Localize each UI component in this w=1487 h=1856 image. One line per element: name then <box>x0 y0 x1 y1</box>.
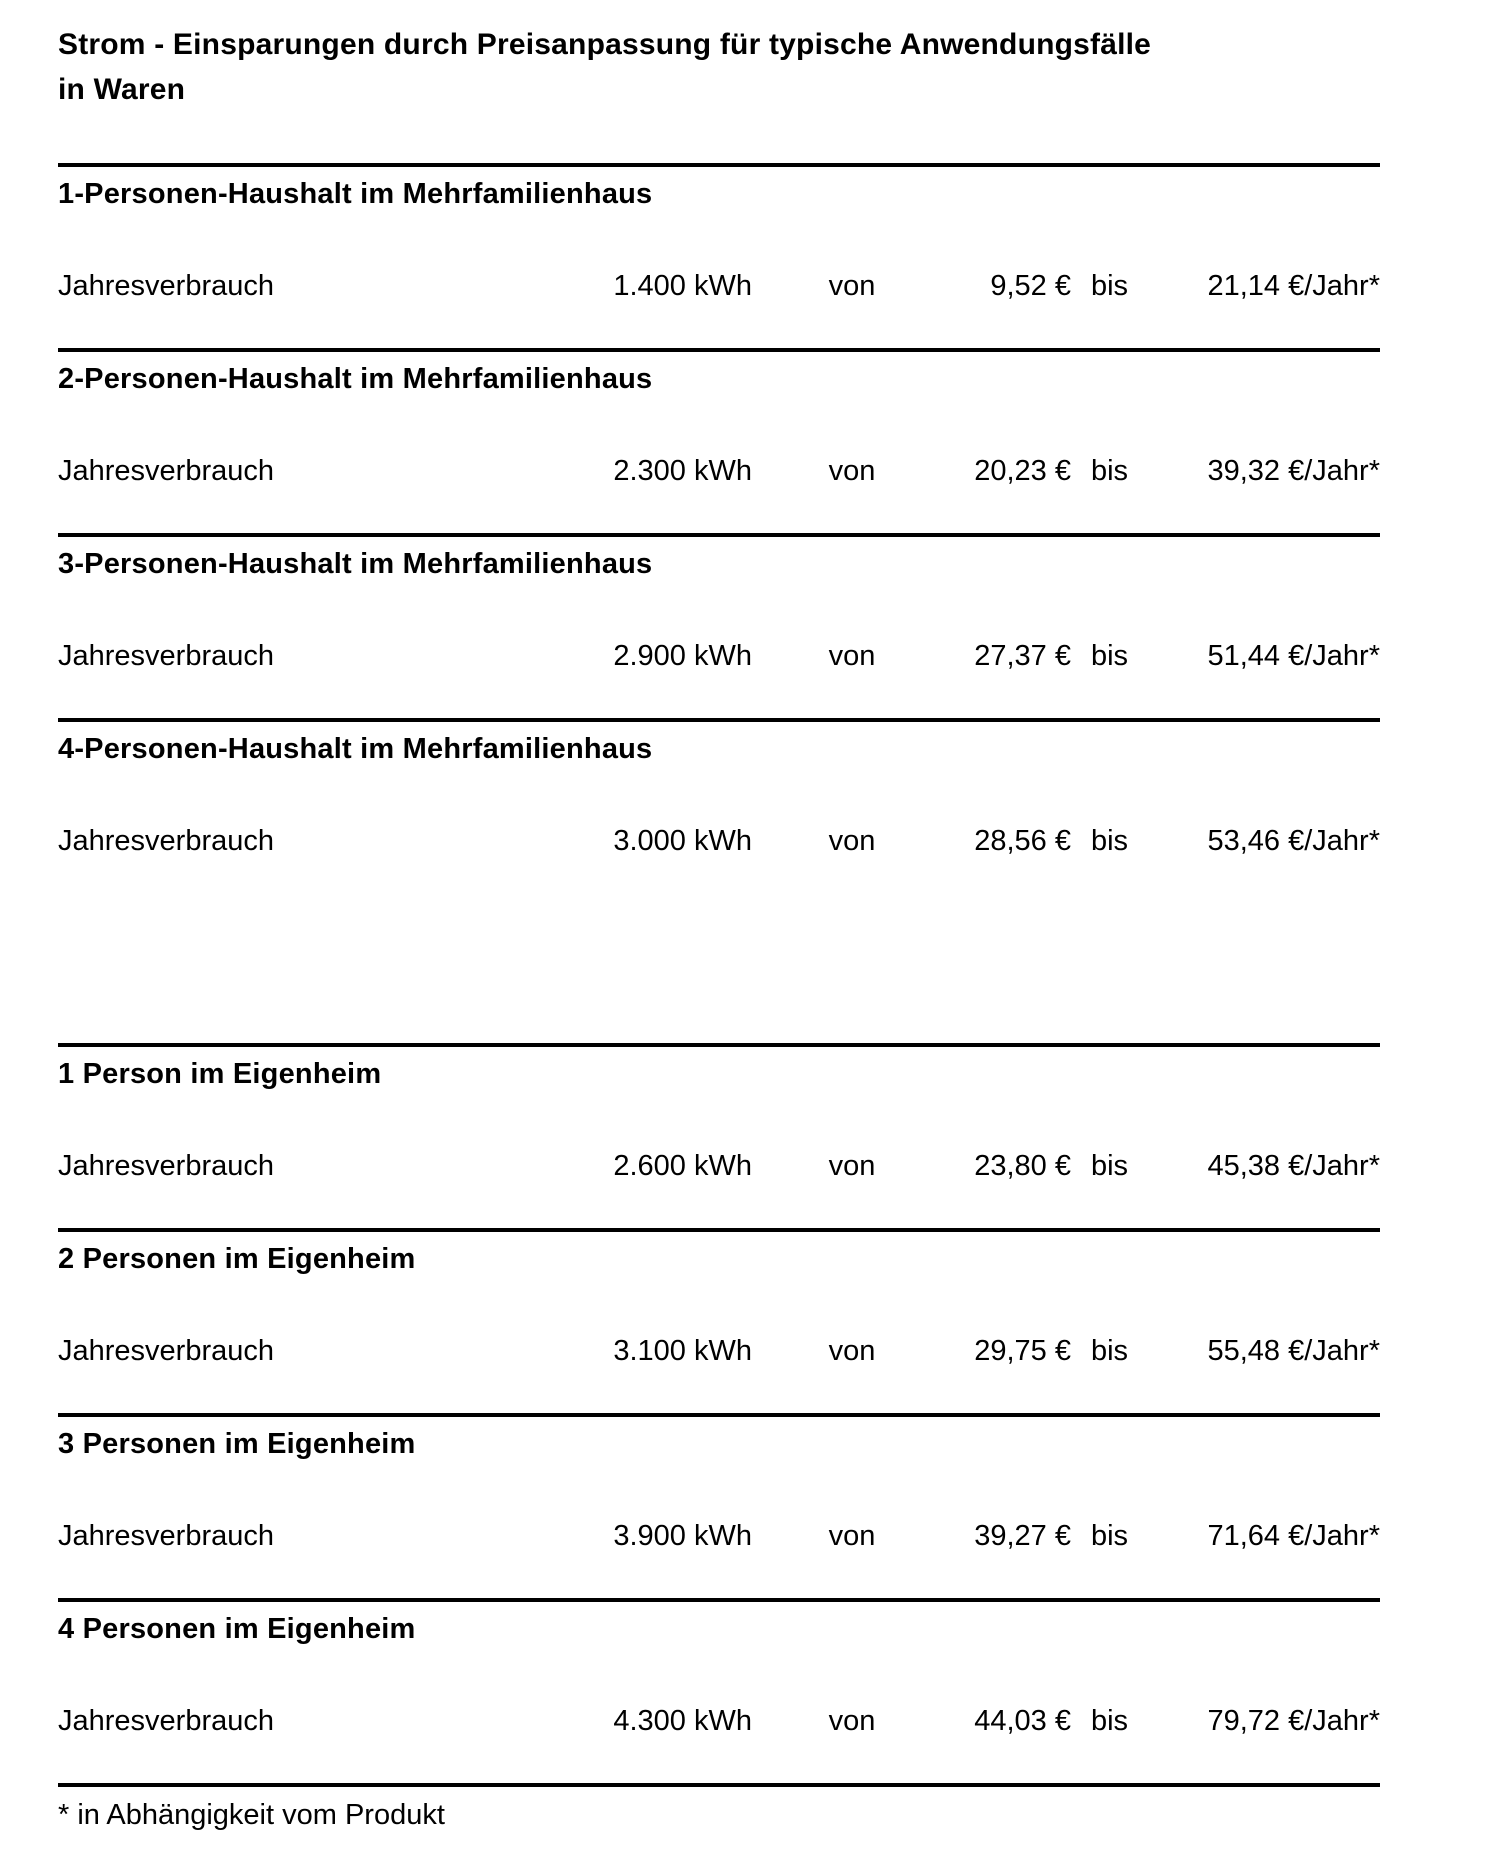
section-header: 2-Personen-Haushalt im Mehrfamilienhaus <box>58 363 653 395</box>
footnote-section <box>58 1783 1380 1833</box>
saving-from-value: 39,27 € <box>974 1520 1071 1552</box>
row-label: Jahresverbrauch <box>58 640 274 672</box>
from-label: von <box>828 825 876 857</box>
section-4-personen-eigenheim <box>58 1598 1380 1783</box>
section-1-person-eigenheim <box>58 1043 1380 1228</box>
from-label: von <box>828 455 876 487</box>
to-label: bis <box>1090 1335 1129 1367</box>
saving-from-value: 27,37 € <box>974 640 1071 672</box>
to-label: bis <box>1090 1705 1129 1737</box>
saving-from-value: 9,52 € <box>990 270 1071 302</box>
to-label: bis <box>1090 270 1129 302</box>
page-title-line-1: Strom - Einsparungen durch Preisanpassung für typische Anwendungsfälle <box>58 28 1152 61</box>
consumption-row <box>58 823 1380 859</box>
to-label: bis <box>1090 640 1129 672</box>
section-header: 4 Personen im Eigenheim <box>58 1613 416 1645</box>
section-header: 1 Person im Eigenheim <box>58 1058 382 1090</box>
section-4-personen-mehrfamilienhaus <box>58 718 1380 1043</box>
consumption-value: 2.900 kWh <box>613 640 752 672</box>
consumption-row <box>58 453 1380 489</box>
consumption-value: 3.100 kWh <box>613 1335 752 1367</box>
consumption-row <box>58 1148 1380 1184</box>
footnote-text: * in Abhängigkeit vom Produkt <box>58 1799 445 1831</box>
consumption-value: 2.300 kWh <box>613 455 752 487</box>
to-label: bis <box>1090 1150 1129 1182</box>
saving-to-value: 79,72 €/Jahr* <box>1207 1705 1380 1737</box>
saving-from-value: 44,03 € <box>974 1705 1071 1737</box>
to-label: bis <box>1090 1520 1129 1552</box>
to-label: bis <box>1090 455 1129 487</box>
from-label: von <box>828 270 876 302</box>
saving-from-value: 28,56 € <box>974 825 1071 857</box>
consumption-value: 2.600 kWh <box>613 1150 752 1182</box>
saving-to-value: 71,64 €/Jahr* <box>1207 1520 1380 1552</box>
row-label: Jahresverbrauch <box>58 270 274 302</box>
row-label: Jahresverbrauch <box>58 1150 274 1182</box>
saving-to-value: 39,32 €/Jahr* <box>1207 455 1380 487</box>
saving-to-value: 21,14 €/Jahr* <box>1207 270 1380 302</box>
section-header: 2 Personen im Eigenheim <box>58 1243 416 1275</box>
section-header: 3-Personen-Haushalt im Mehrfamilienhaus <box>58 548 653 580</box>
section-header: 4-Personen-Haushalt im Mehrfamilienhaus <box>58 733 653 765</box>
from-label: von <box>828 1705 876 1737</box>
saving-from-value: 23,80 € <box>974 1150 1071 1182</box>
row-label: Jahresverbrauch <box>58 825 274 857</box>
from-label: von <box>828 640 876 672</box>
saving-from-value: 29,75 € <box>974 1335 1071 1367</box>
consumption-value: 1.400 kWh <box>613 270 752 302</box>
consumption-row <box>58 1703 1380 1739</box>
section-3-personen-mehrfamilienhaus <box>58 533 1380 718</box>
page-title-line-2: in Waren <box>58 73 186 106</box>
section-header: 3 Personen im Eigenheim <box>58 1428 416 1460</box>
saving-to-value: 53,46 €/Jahr* <box>1207 825 1380 857</box>
row-label: Jahresverbrauch <box>58 1520 274 1552</box>
consumption-row <box>58 638 1380 674</box>
section-3-personen-eigenheim <box>58 1413 1380 1598</box>
page-title <box>58 22 1380 112</box>
row-label: Jahresverbrauch <box>58 1335 274 1367</box>
row-label: Jahresverbrauch <box>58 455 274 487</box>
section-header: 1-Personen-Haushalt im Mehrfamilienhaus <box>58 178 653 210</box>
saving-from-value: 20,23 € <box>974 455 1071 487</box>
from-label: von <box>828 1520 876 1552</box>
section-2-personen-mehrfamilienhaus <box>58 348 1380 533</box>
section-1-person-mehrfamilienhaus <box>58 163 1380 348</box>
saving-to-value: 55,48 €/Jahr* <box>1207 1335 1380 1367</box>
from-label: von <box>828 1335 876 1367</box>
saving-to-value: 45,38 €/Jahr* <box>1207 1150 1380 1182</box>
consumption-row <box>58 1333 1380 1369</box>
consumption-value: 3.900 kWh <box>613 1520 752 1552</box>
consumption-value: 4.300 kWh <box>613 1705 752 1737</box>
consumption-row <box>58 268 1380 304</box>
consumption-row <box>58 1518 1380 1554</box>
from-label: von <box>828 1150 876 1182</box>
consumption-value: 3.000 kWh <box>613 825 752 857</box>
section-2-personen-eigenheim <box>58 1228 1380 1413</box>
row-label: Jahresverbrauch <box>58 1705 274 1737</box>
to-label: bis <box>1090 825 1129 857</box>
saving-to-value: 51,44 €/Jahr* <box>1207 640 1380 672</box>
